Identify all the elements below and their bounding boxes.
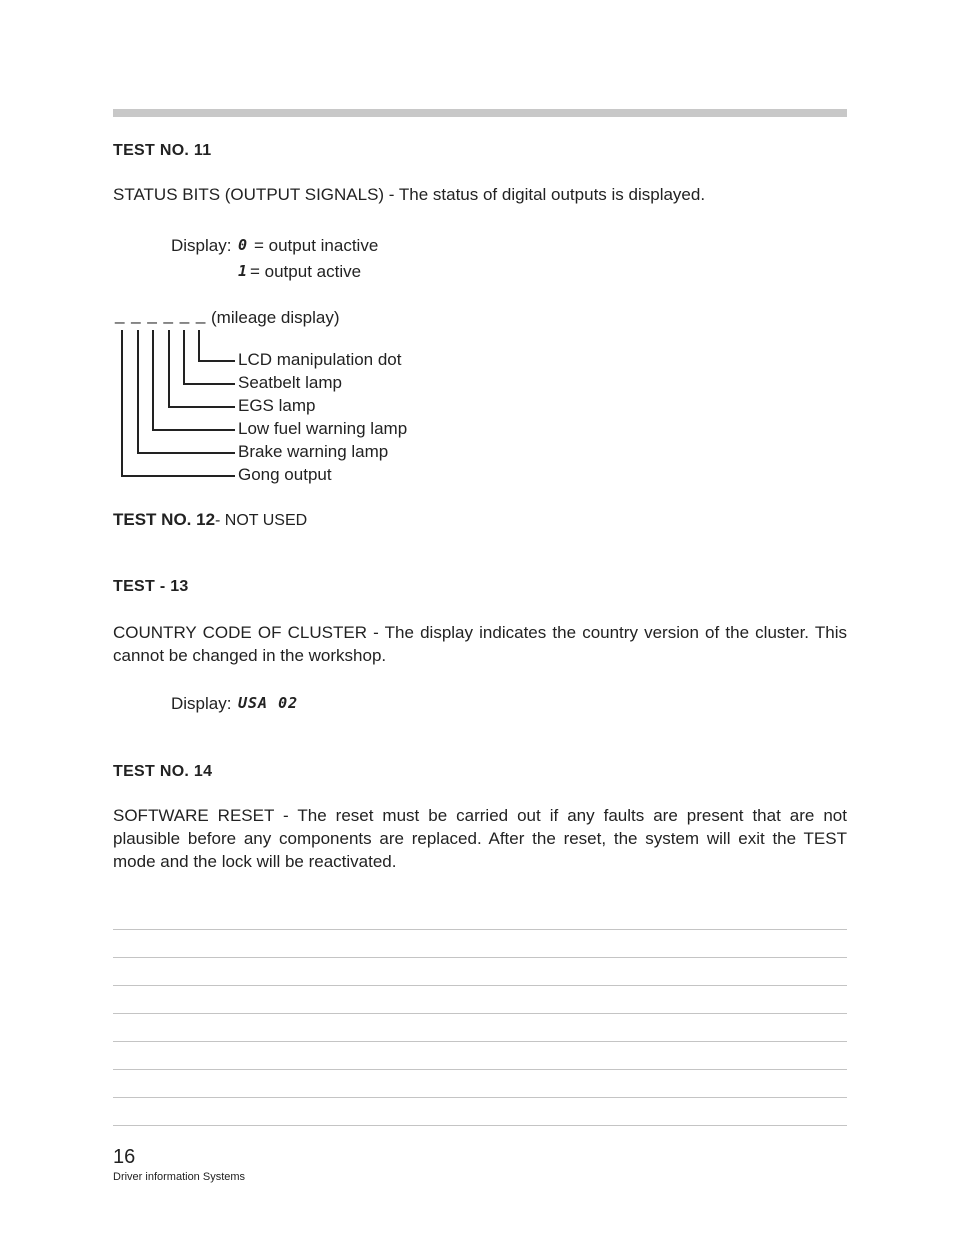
bracket-vertical-1 [198, 330, 200, 362]
test14-description: SOFTWARE RESET - The reset must be carried out if any faults are present that are not plausible before any components are replaced. After the reset, the system will exit the TEST mode and the lock will be reactivated. [113, 806, 847, 871]
output-label-gong: Gong output [238, 465, 332, 484]
bracket-vertical-5 [137, 330, 139, 454]
note-line [113, 1097, 847, 1098]
note-line [113, 929, 847, 930]
output-label-egs: EGS lamp [238, 396, 316, 415]
mileage-placeholder: _ _ _ _ _ _ [115, 305, 207, 324]
mileage-note: (mileage display) [211, 308, 340, 327]
one-meaning: = output active [250, 262, 362, 281]
note-line [113, 1013, 847, 1014]
note-line [113, 1041, 847, 1042]
output-label-seatbelt: Seatbelt lamp [238, 373, 342, 392]
note-line [113, 957, 847, 958]
lcd-zero-symbol: 0 [238, 236, 249, 254]
bracket-horizontal-4 [152, 429, 235, 431]
test12-status: - NOT USED [215, 512, 308, 529]
test13-display-label: Display: [171, 694, 232, 713]
lcd-one-symbol: 1 [238, 262, 249, 280]
test11-display-label: Display: [171, 236, 232, 255]
note-line [113, 985, 847, 986]
output-label-lcd-dot: LCD manipulation dot [238, 350, 402, 369]
country-code-lcd: USA 02 [238, 694, 299, 712]
note-line [113, 1125, 847, 1126]
test11-description: STATUS BITS (OUTPUT SIGNALS) - The status of digital outputs is displayed. [113, 185, 706, 204]
note-line [113, 1069, 847, 1070]
test11-heading: TEST NO. 11 [113, 142, 212, 159]
page-number: 16 [113, 1146, 136, 1168]
bracket-vertical-2 [183, 330, 185, 385]
test12-line [113, 510, 307, 530]
test13-description: COUNTRY CODE OF CLUSTER - The display indicates the country version of the cluster. This cannot be changed in the workshop. [113, 623, 847, 665]
test14-heading: TEST NO. 14 [113, 763, 213, 780]
test13-heading: TEST - 13 [113, 578, 189, 595]
bracket-horizontal-5 [137, 452, 235, 454]
bracket-vertical-4 [152, 330, 154, 431]
top-divider [113, 109, 847, 117]
test12-heading: TEST NO. 12 [113, 510, 216, 529]
output-label-low-fuel: Low fuel warning lamp [238, 419, 408, 438]
output-label-brake: Brake warning lamp [238, 442, 389, 461]
bracket-horizontal-2 [183, 383, 235, 385]
section-title: Driver information Systems [113, 1171, 246, 1183]
zero-meaning: = output inactive [254, 236, 379, 255]
bracket-horizontal-6 [121, 475, 235, 477]
bracket-horizontal-1 [198, 360, 235, 362]
bracket-vertical-6 [121, 330, 123, 477]
bracket-vertical-3 [168, 330, 170, 408]
bracket-horizontal-3 [168, 406, 235, 408]
